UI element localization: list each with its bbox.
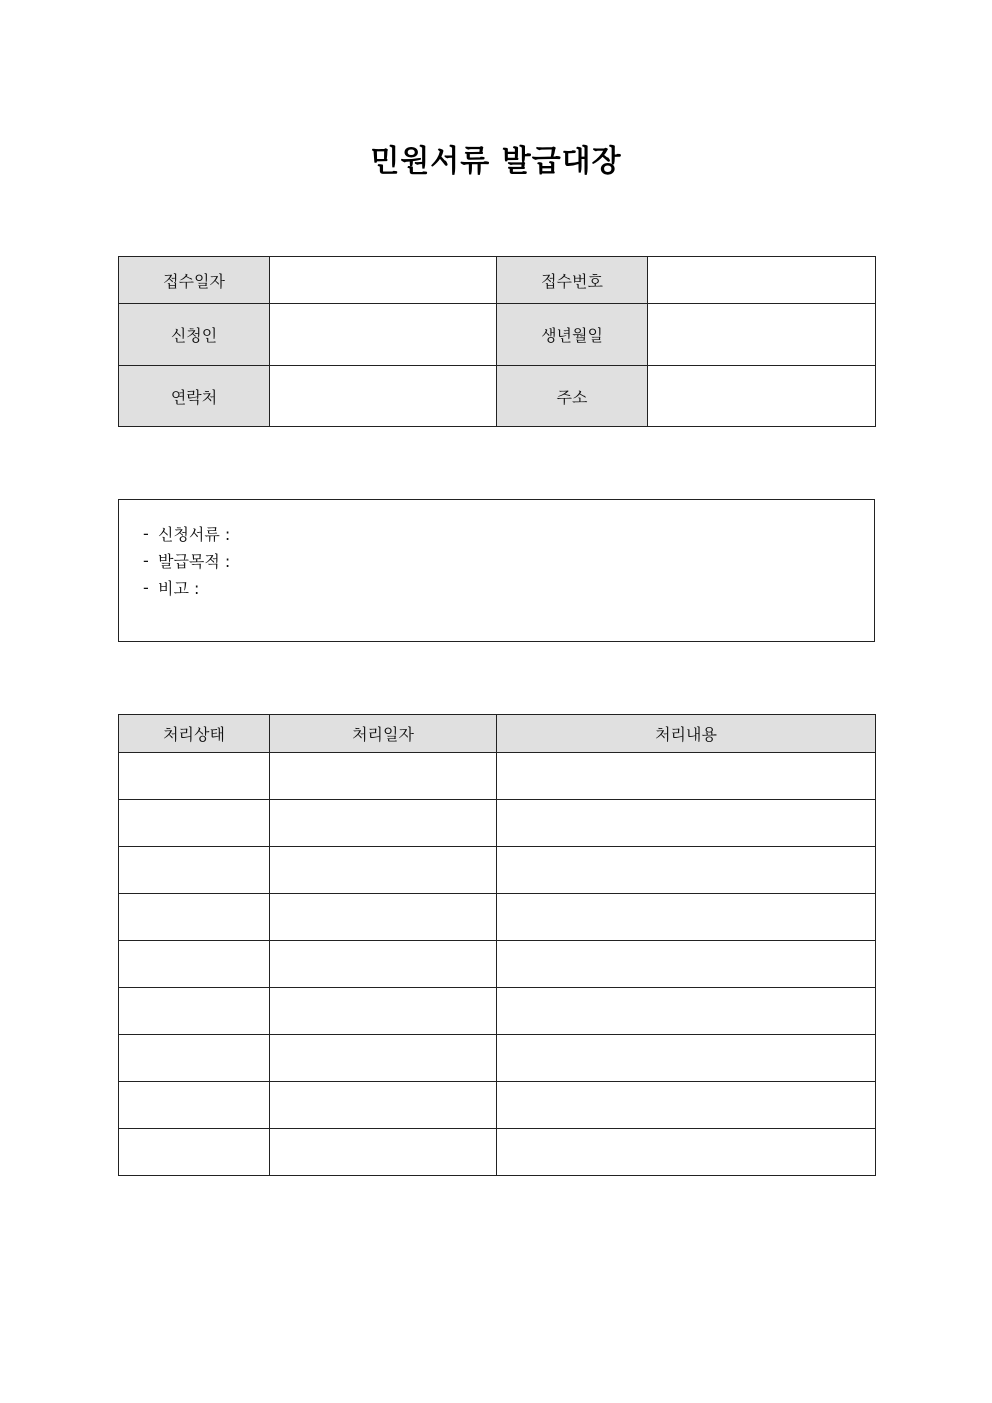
table-row — [119, 988, 876, 1035]
note-label: 신청서류 : — [158, 525, 231, 544]
date-cell[interactable] — [270, 941, 497, 988]
receipt-date-field[interactable] — [270, 257, 497, 304]
date-cell[interactable] — [270, 800, 497, 847]
note-bullet: - — [143, 578, 149, 597]
note-label: 비고 : — [158, 579, 200, 598]
status-cell[interactable] — [119, 988, 270, 1035]
note-label: 발급목적 : — [158, 552, 231, 571]
table-row — [119, 847, 876, 894]
column-header-status: 처리상태 — [119, 715, 270, 753]
applicant-info-table — [118, 256, 876, 427]
birth-date-label: 생년월일 — [497, 304, 648, 366]
table-row — [119, 1082, 876, 1129]
note-purpose — [143, 547, 850, 574]
note-bullet: - — [143, 524, 149, 543]
contact-label: 연락처 — [119, 366, 270, 427]
notes-box — [118, 499, 875, 642]
birth-date-field[interactable] — [648, 304, 876, 366]
processing-table — [118, 714, 876, 1176]
status-cell[interactable] — [119, 753, 270, 800]
date-cell[interactable] — [270, 1082, 497, 1129]
page-title: 민원서류 발급대장 — [370, 144, 622, 179]
table-row — [119, 894, 876, 941]
note-remarks — [143, 574, 850, 601]
status-cell[interactable] — [119, 894, 270, 941]
applicant-label: 신청인 — [119, 304, 270, 366]
table-row — [119, 1129, 876, 1176]
status-cell[interactable] — [119, 1129, 270, 1176]
date-cell[interactable] — [270, 894, 497, 941]
content-cell[interactable] — [497, 800, 876, 847]
date-cell[interactable] — [270, 1129, 497, 1176]
address-label: 주소 — [497, 366, 648, 427]
table-row — [119, 941, 876, 988]
processing-rows — [119, 753, 876, 1176]
column-header-date: 처리일자 — [270, 715, 497, 753]
date-cell[interactable] — [270, 753, 497, 800]
date-cell[interactable] — [270, 988, 497, 1035]
address-field[interactable] — [648, 366, 876, 427]
note-bullet: - — [143, 551, 149, 570]
status-cell[interactable] — [119, 847, 270, 894]
date-cell[interactable] — [270, 847, 497, 894]
content-cell[interactable] — [497, 1082, 876, 1129]
status-cell[interactable] — [119, 1035, 270, 1082]
receipt-no-label: 접수번호 — [497, 257, 648, 304]
date-cell[interactable] — [270, 1035, 497, 1082]
contact-field[interactable] — [270, 366, 497, 427]
content-cell[interactable] — [497, 894, 876, 941]
status-cell[interactable] — [119, 800, 270, 847]
content-cell[interactable] — [497, 1129, 876, 1176]
status-cell[interactable] — [119, 1082, 270, 1129]
table-row — [119, 1035, 876, 1082]
content-cell[interactable] — [497, 941, 876, 988]
table-row — [119, 753, 876, 800]
column-header-content: 처리내용 — [497, 715, 876, 753]
content-cell[interactable] — [497, 1035, 876, 1082]
status-cell[interactable] — [119, 941, 270, 988]
receipt-no-field[interactable] — [648, 257, 876, 304]
note-documents — [143, 520, 850, 547]
content-cell[interactable] — [497, 753, 876, 800]
content-cell[interactable] — [497, 988, 876, 1035]
content-cell[interactable] — [497, 847, 876, 894]
table-row — [119, 800, 876, 847]
applicant-field[interactable] — [270, 304, 497, 366]
receipt-date-label: 접수일자 — [119, 257, 270, 304]
